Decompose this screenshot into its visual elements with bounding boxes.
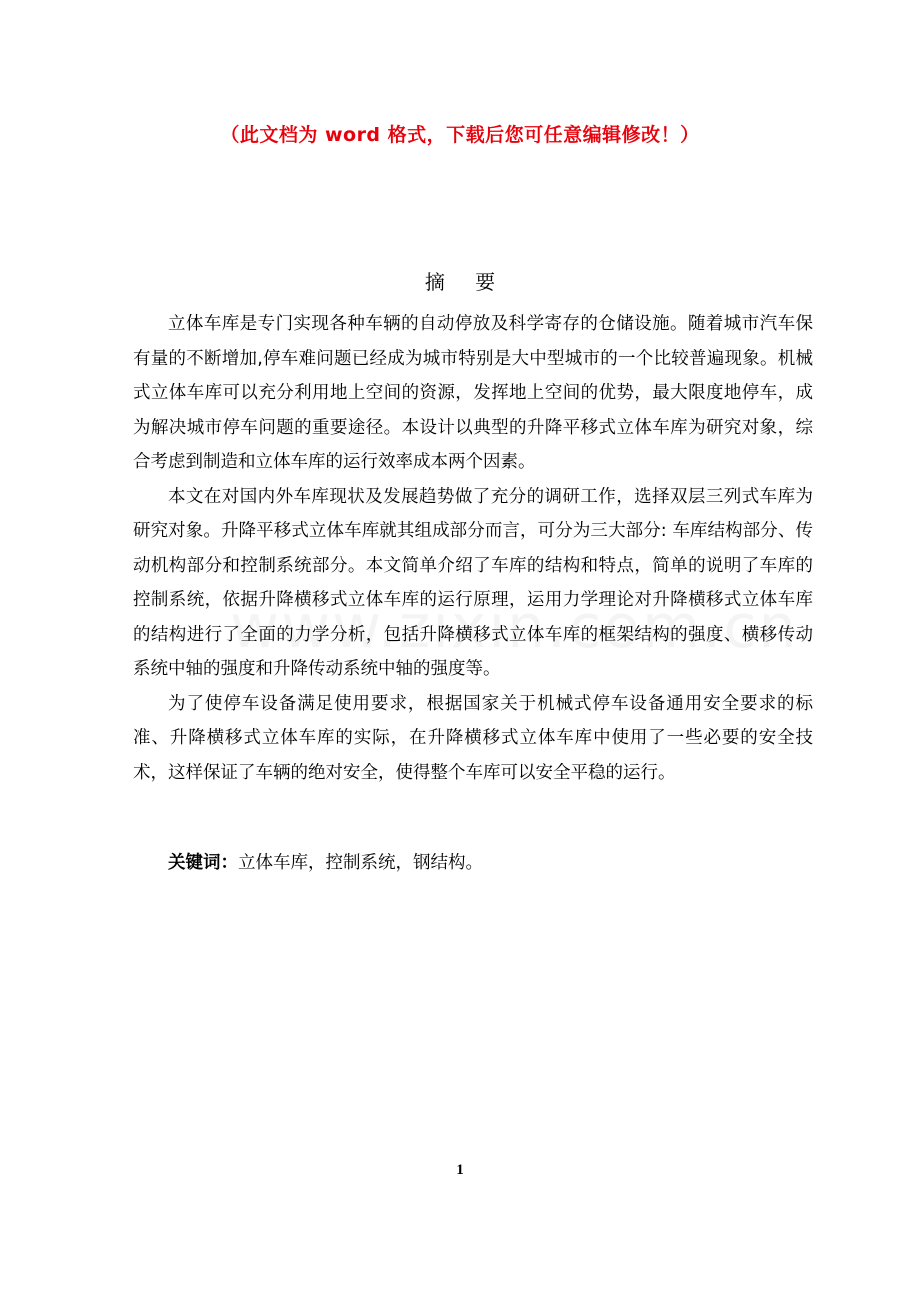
editable-format-notice: （此文档为 word 格式，下载后您可任意编辑修改！） [220, 124, 700, 146]
abstract-paragraph-3: 为了使停车设备满足使用要求，根据国家关于机械式停车设备通用安全要求的标准、升降横移式立体车库的实际，在升降横移式立体车库中使用了一些必要的安全技术，这样保证了车辆的绝对安全，使得整个车库可以安全平稳的运行。 [133, 693, 813, 783]
keywords-value: 立体车库，控制系统，钢结构。 [238, 853, 483, 873]
keywords-label: 关键词： [168, 853, 238, 873]
keywords-line [168, 848, 808, 878]
abstract-paragraph-1: 立体车库是专门实现各种车辆的自动停放及科学寄存的仓储设施。随着城市汽车保有量的不断增加,停车难问题已经成为城市特别是大中型城市的一个比较普遍现象。机械式立体车库可以充分利用地上空间的资源，发挥地上空间的优势，最大限度地停车，成为解决城市停车问题的重要途径。本设计以典型的升降平移式立体车库为研究对象，综合考虑到制造和立体车库的运行效率成本两个因素。 [133, 314, 813, 472]
abstract-body [133, 307, 813, 790]
page-number: 1 [456, 1162, 464, 1178]
abstract-heading: 摘 要 [424, 270, 508, 294]
abstract-paragraph-2: 本文在对国内外车库现状及发展趋势做了充分的调研工作，选择双层三列式车库为研究对象。升降平移式立体车库就其组成部分而言，可分为三大部分: 车库结构部分、传动机构部分和控制系统部分。本文简单介绍了车库的结构和特点，简单的说明了车库的控制系统，依据升降横移式立体车库的运行原理，运用力学理论对升降横移式立体车库的结构进行了全面的力学分析，包括升降横移式立体车库的框架结构的强度、横移传动系统中轴的强度和升降传动系统中轴的强度等。 [133, 486, 813, 679]
